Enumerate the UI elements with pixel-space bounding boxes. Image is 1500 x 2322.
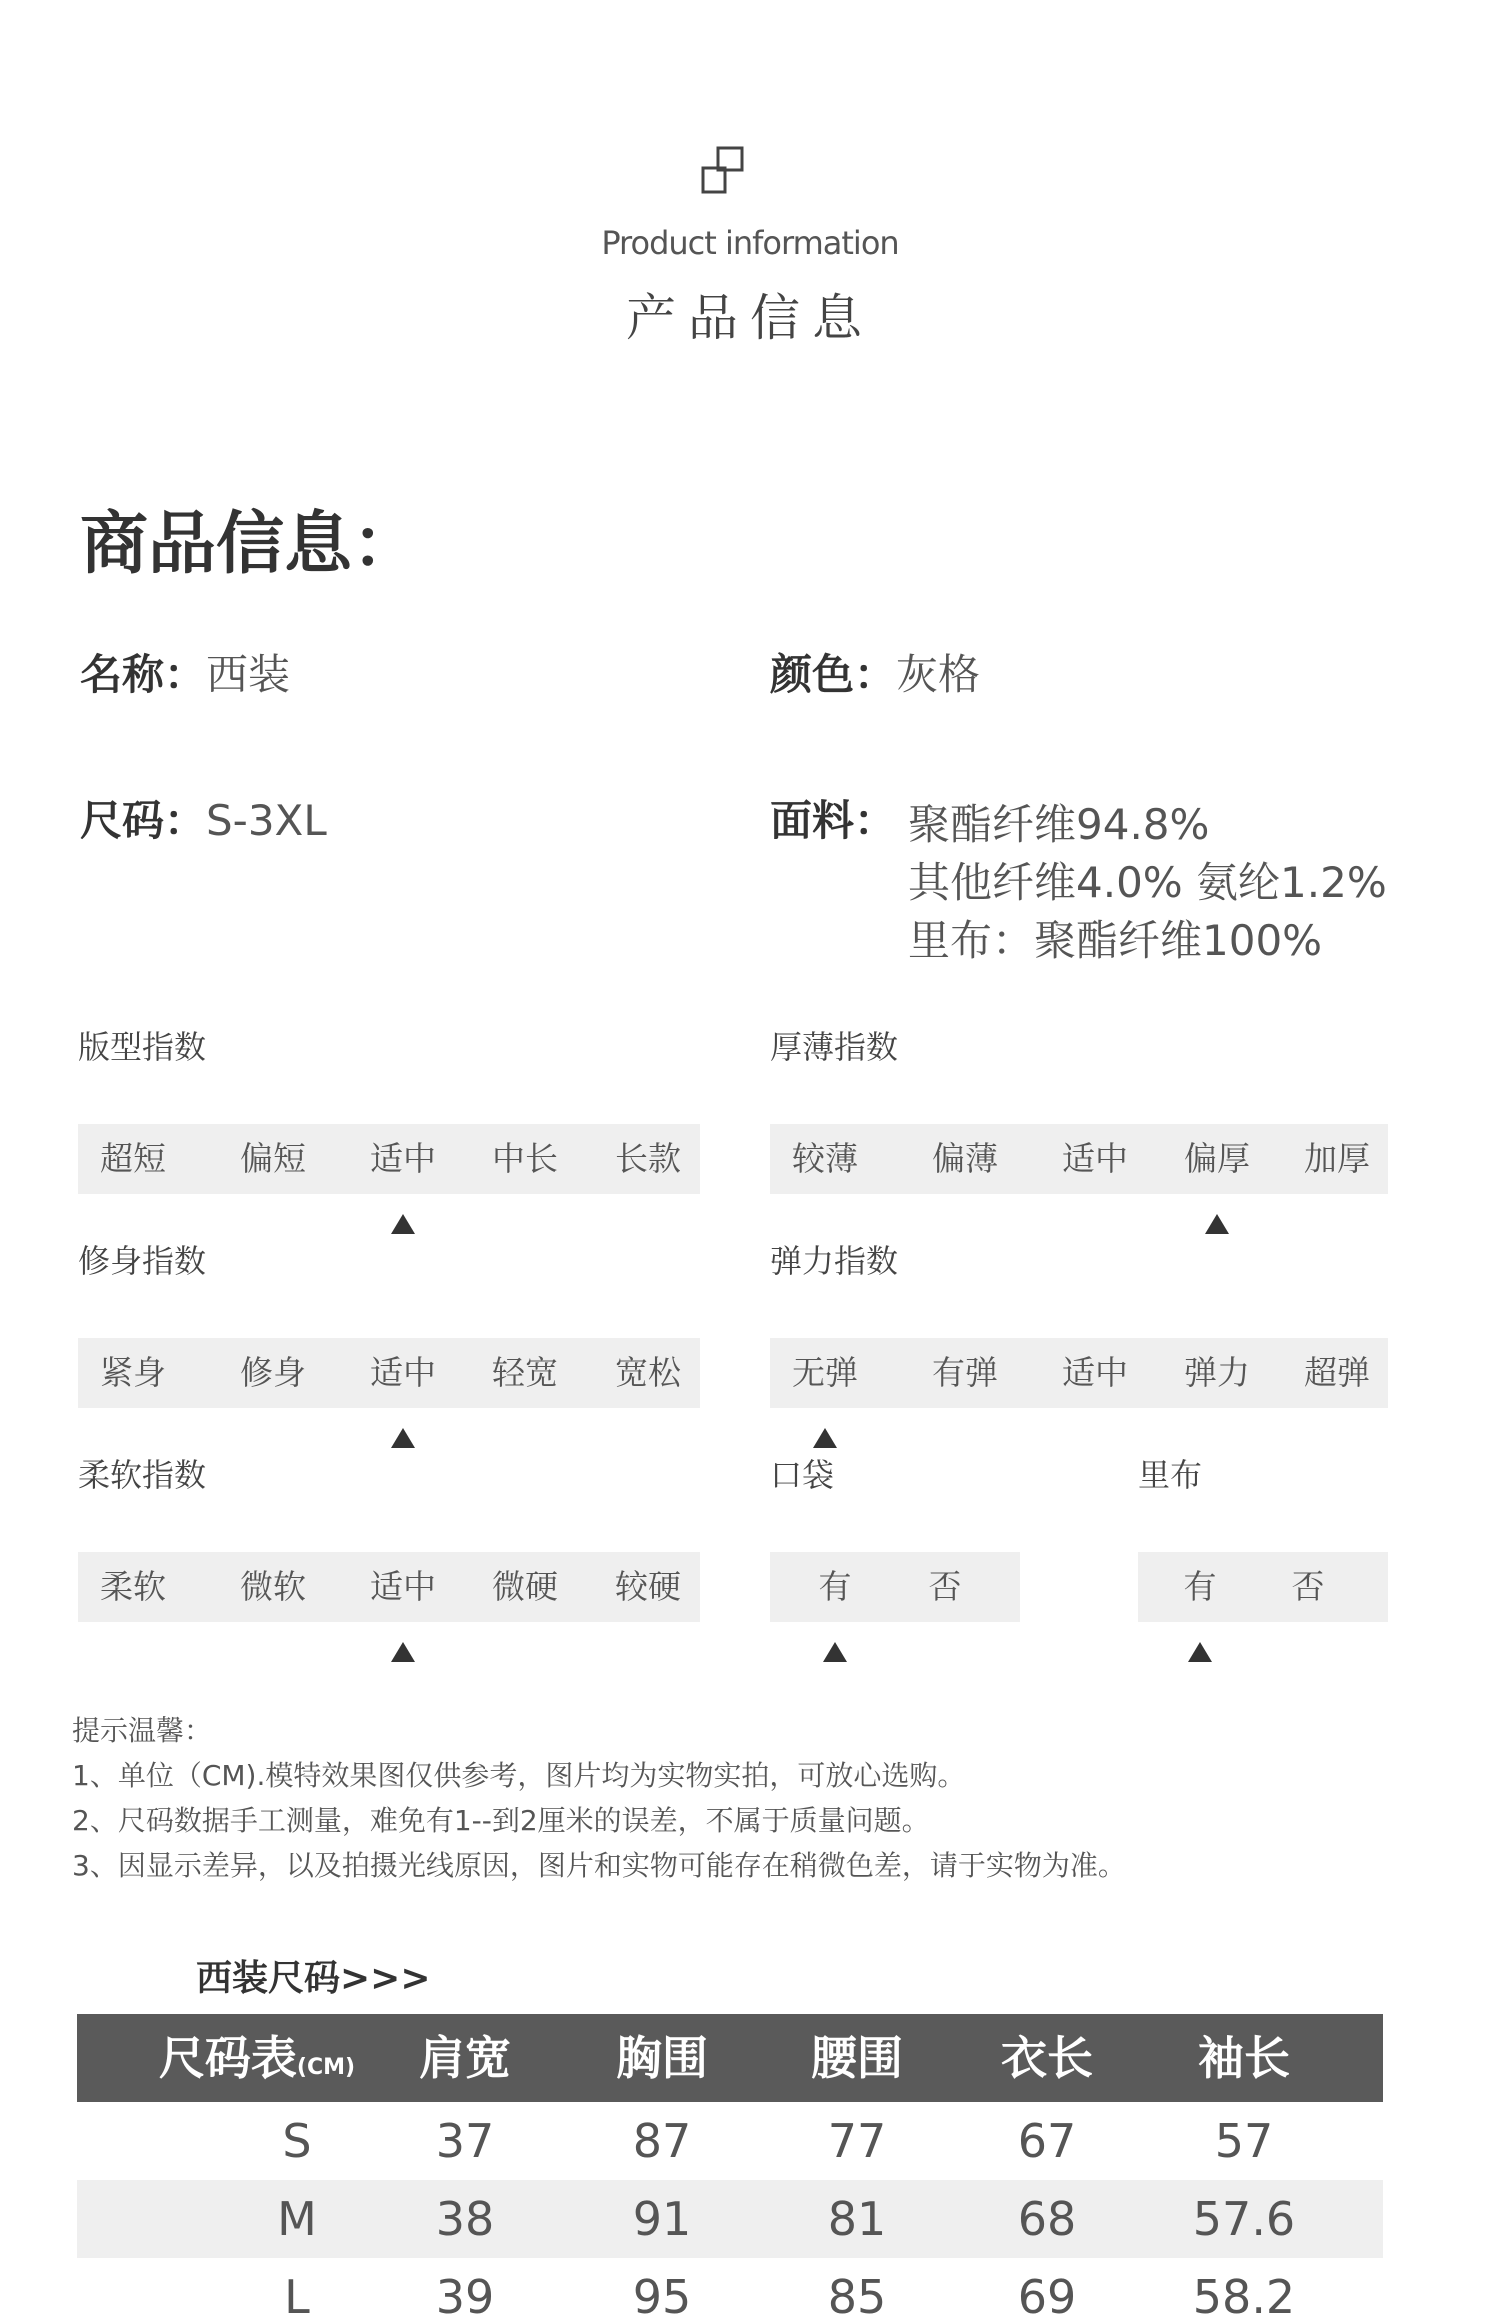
- index-label-lining: 里布: [1138, 1456, 1203, 1494]
- table-cell: L: [284, 2270, 310, 2322]
- table-cell: 95: [632, 2270, 692, 2322]
- size-table-column-header: 腰围: [811, 2031, 903, 2085]
- info-size-value: S-3XL: [206, 796, 327, 845]
- index-label-fit: 版型指数: [78, 1028, 207, 1066]
- index-option: 适中: [370, 1567, 436, 1606]
- tips-line: 2、尺码数据手工测量，难免有1--到2厘米的误差，不属于质量问题。: [72, 1804, 930, 1837]
- table-row: [77, 2102, 1383, 2180]
- fabric-line: 里布：聚酯纤维100%: [908, 916, 1323, 965]
- table-cell: 87: [632, 2114, 692, 2168]
- index-option: 加厚: [1304, 1139, 1370, 1178]
- tips: [72, 1708, 1126, 1888]
- info-name: [80, 642, 290, 702]
- index-marker-triangle-icon: [823, 1642, 847, 1662]
- table-cell: M: [277, 2192, 317, 2246]
- index-option: 适中: [370, 1139, 436, 1178]
- size-table-column-header: 袖长: [1198, 2031, 1290, 2085]
- index-option: 轻宽: [492, 1353, 558, 1392]
- info-color: [770, 642, 980, 702]
- info-fabric-key: 面料：: [770, 796, 897, 845]
- info-fabric: [770, 788, 896, 848]
- info-color-key: 颜色：: [770, 650, 897, 699]
- size-table: [77, 2014, 1383, 2322]
- index-option: 微硬: [492, 1567, 558, 1606]
- index-bar-soft: [78, 1552, 700, 1622]
- index-option: 较硬: [615, 1567, 681, 1606]
- table-cell: 81: [827, 2192, 887, 2246]
- index-option: 有弹: [932, 1353, 998, 1392]
- index-option: 修身: [240, 1353, 306, 1392]
- index-bar-fit: [78, 1124, 700, 1194]
- index-bar-thickness: [770, 1124, 1388, 1194]
- index-option: 长款: [615, 1139, 681, 1178]
- index-option: 超短: [100, 1139, 166, 1178]
- index-option: 否: [928, 1567, 962, 1606]
- info-size-key: 尺码：: [80, 796, 207, 845]
- size-table-header-unit: (CM): [296, 2055, 356, 2080]
- table-cell: 85: [827, 2270, 887, 2322]
- index-marker-triangle-icon: [1205, 1214, 1229, 1234]
- index-marker-triangle-icon: [391, 1428, 415, 1448]
- info-name-key: 名称：: [80, 650, 207, 699]
- index-bar-lining: [1138, 1552, 1388, 1622]
- index-label-thickness: 厚薄指数: [770, 1028, 899, 1066]
- tips-title: 提示温馨：: [72, 1714, 213, 1747]
- index-option: 较薄: [792, 1139, 858, 1178]
- index-option: 弹力: [1184, 1353, 1250, 1392]
- size-table-column-header: 胸围: [616, 2031, 708, 2085]
- index-option: 适中: [1062, 1139, 1128, 1178]
- index-option: 柔软: [100, 1567, 166, 1606]
- size-table-header-label: [77, 2014, 367, 2102]
- fabric-line: 其他纤维4.0% 氨纶1.2%: [908, 858, 1387, 907]
- index-option: 无弹: [792, 1353, 858, 1392]
- index-bar-slim: [78, 1338, 700, 1408]
- index-marker-triangle-icon: [813, 1428, 837, 1448]
- index-option: 超弹: [1304, 1353, 1370, 1392]
- fabric-line: 聚酯纤维94.8%: [908, 800, 1210, 849]
- index-option: 紧身: [100, 1353, 166, 1392]
- overlapping-squares-icon: [700, 146, 746, 196]
- size-table-header-main: 尺码表: [158, 2031, 297, 2085]
- index-label-soft: 柔软指数: [78, 1456, 207, 1494]
- tips-line: 3、因显示差异，以及拍摄光线原因，图片和实物可能存在稍微色差，请于实物为准。: [72, 1849, 1126, 1882]
- index-bar-pocket: [770, 1552, 1020, 1622]
- index-bar-elastic: [770, 1338, 1388, 1408]
- table-cell: 57: [1214, 2114, 1274, 2168]
- size-table-heading: 西装尺码>>>: [196, 1958, 431, 1999]
- size-table-header: [77, 2014, 1383, 2102]
- table-cell: 39: [435, 2270, 495, 2322]
- index-marker-triangle-icon: [391, 1642, 415, 1662]
- index-option: 有: [818, 1567, 852, 1606]
- header-title-en: Product information: [601, 224, 899, 262]
- header-title-cn: 产品信息: [626, 289, 874, 347]
- index-option: 偏短: [240, 1139, 306, 1178]
- info-color-value: 灰格: [896, 650, 981, 699]
- table-cell: 57.6: [1192, 2192, 1296, 2246]
- table-cell: S: [282, 2114, 312, 2168]
- index-option: 微软: [240, 1567, 306, 1606]
- info-size: [80, 788, 327, 848]
- table-cell: 69: [1017, 2270, 1077, 2322]
- index-option: 宽松: [615, 1353, 681, 1392]
- section-title: 商品信息：: [80, 505, 421, 584]
- table-cell: 37: [435, 2114, 495, 2168]
- size-table-column-header: 肩宽: [419, 2031, 511, 2085]
- index-label-pocket: 口袋: [770, 1456, 835, 1494]
- info-name-value: 西装: [206, 650, 291, 699]
- table-row: [77, 2258, 1383, 2322]
- index-marker-triangle-icon: [1188, 1642, 1212, 1662]
- tips-line: 1、单位（CM).模特效果图仅供参考，图片均为实物实拍，可放心选购。: [72, 1759, 966, 1792]
- index-option: 否: [1291, 1567, 1325, 1606]
- index-option: 有: [1183, 1567, 1217, 1606]
- table-cell: 58.2: [1192, 2270, 1296, 2322]
- index-option: 适中: [1062, 1353, 1128, 1392]
- index-option: 偏薄: [932, 1139, 998, 1178]
- size-table-column-header: 衣长: [1001, 2031, 1093, 2085]
- table-cell: 77: [827, 2114, 887, 2168]
- index-option: 中长: [492, 1139, 558, 1178]
- index-label-slim: 修身指数: [78, 1242, 207, 1280]
- index-label-elastic: 弹力指数: [770, 1242, 899, 1280]
- table-cell: 38: [435, 2192, 495, 2246]
- index-option: 偏厚: [1184, 1139, 1250, 1178]
- table-row: [77, 2180, 1383, 2258]
- table-cell: 68: [1017, 2192, 1077, 2246]
- table-cell: 91: [632, 2192, 692, 2246]
- info-fabric-values: [908, 796, 1387, 970]
- table-cell: 67: [1017, 2114, 1077, 2168]
- index-marker-triangle-icon: [391, 1214, 415, 1234]
- index-option: 适中: [370, 1353, 436, 1392]
